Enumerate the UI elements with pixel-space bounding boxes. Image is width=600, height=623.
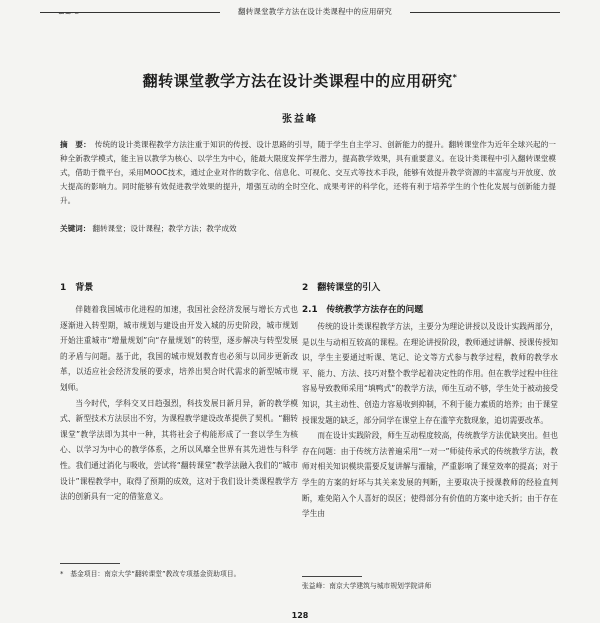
section-2-1-heading: 2.1 传统教学方法存在的问题 <box>302 305 424 315</box>
section-1-heading: 1 背景 <box>60 283 94 293</box>
paper-title-text: 翻转课堂教学方法在设计类课程中的应用研究 <box>142 72 453 90</box>
keywords-label: 关键词： <box>60 224 91 233</box>
section-2-paragraph-2: 而在设计实践阶段，师生互动程度较高，传统教学方法优缺突出。但也存在问题：由于传统方法普遍采用“一对一”师徒传承式的传统教学方法，教师对相关知识模块需要反复讲解与灌输，严重影响了课堂效率的提高；对于学生的方案的好坏与其关来发展的判断，主要取决于授课教师的经验直判断，难免陷入个人喜好的误区；使得部分有价值的方案中途夭折；由于存在学生由 <box>302 431 558 519</box>
page-number: 128 <box>291 611 309 620</box>
section-2-heading: 2 翻转课堂的引入 <box>302 283 381 293</box>
footnote-author: 张益峰：南京大学建筑与城市规划学院讲师 <box>302 582 432 590</box>
section-2-paragraph-1: 传统的设计类课程教学方法，主要分为理论讲授以及设计实践两部分，是以生与动相互较高的课程。在理论讲授阶段，教师通过讲解、授课传授知识，学生主要通过听课、笔记、论文等方式参与教学过程，教师的教学水平、能力、方法、技巧对整个教学起着决定性的作用。但在教学过程中往往容易导致教师采用“填鸭式”的教学方法，师生互动不够，学生处于被动接受知识，其主动性、创造力容易收到抑制，不利于能力素质的培养；由于课堂授课发题的缺乏，部分同学在课堂上存在滥竽充数现象，追切需要改革。 <box>302 322 558 425</box>
section-1-paragraph-1: 伴随着我国城市化进程的加速，我国社会经济发展与增长方式也逐渐进入转型期，城市规划与建设由开发入城的历史阶段，城市规划开始注重城市“增量规划”向“存量规划”的转型，逐步解决与转型发展的矛盾与问题。基于此，我国的城市规划教育也必须与以同步更新改革，以适应社会经济发展的要求，培养出契合时代需求的新型城市规划师。 <box>60 305 298 392</box>
paper-title <box>0 70 600 91</box>
header-ornament-icon: ∽~～ <box>58 9 80 18</box>
abstract-label: 摘 要： <box>60 140 91 149</box>
abstract <box>60 138 556 208</box>
title-footnote-mark: * <box>452 73 458 82</box>
running-title: 翻转课堂教学方法在设计类课程中的应用研究 <box>238 7 392 16</box>
abstract-text: 传统的设计类课程教学方法注重于知识的传授、设计思路的引导，随于学生自主学习、创新能力的提升。翻转课堂作为近年全球兴起的一种全新教学模式，能主旨以教学为核心、以学生为中心，能最大限度发挥学生潜力，提高教学效果，具有重要意义。在设计类课程中引入翻转课堂模式，借助于微平台，采用MOOC技术，通过企业对作的数字化、信息化、可视化、交互式等技术手段，能够有效提升教学资源的丰富度与开放度、放大提高的影响力。同时能够有效促进教学效果的提升，增强互动的全时空化、成果考评的科学化，还将有利于培养学生的个性化发展与创新能力提升。 <box>60 140 557 205</box>
footnote-rule-left <box>60 563 120 564</box>
header-rule-right <box>410 12 560 13</box>
keywords-text: 翻转课堂；设计课程；教学方法；教学成效 <box>92 224 237 233</box>
running-header <box>40 6 560 18</box>
footnote-rule-right <box>302 576 362 577</box>
section-1-paragraph-2: 当今时代，学科交叉日趋强烈，科技发展日新月异，新的教学模式、新型技术方法层出不穷，为课程教学建设改革提供了契机。“翻转课堂”教学法即为其中一种，其将社会子构能形成了一套以学生为核心、以学习为中心的教学体系，之所以风靡全世界有其先进性与科学性。我们通过消化与吸收，尝试将“翻转课堂”教学法融入我们的“城市设计”课程教学中，取得了预期的成效，这对于我们设计类课程教学方法的创新具有一定的借鉴意义。 <box>60 398 298 502</box>
author-name: 张益峰 <box>282 114 318 125</box>
right-column <box>302 280 558 522</box>
keywords <box>60 222 556 236</box>
left-column <box>60 280 298 505</box>
footnote-funding: * 基金项目：南京大学“翻转课堂”教改专项基金资助项目。 <box>60 570 241 578</box>
